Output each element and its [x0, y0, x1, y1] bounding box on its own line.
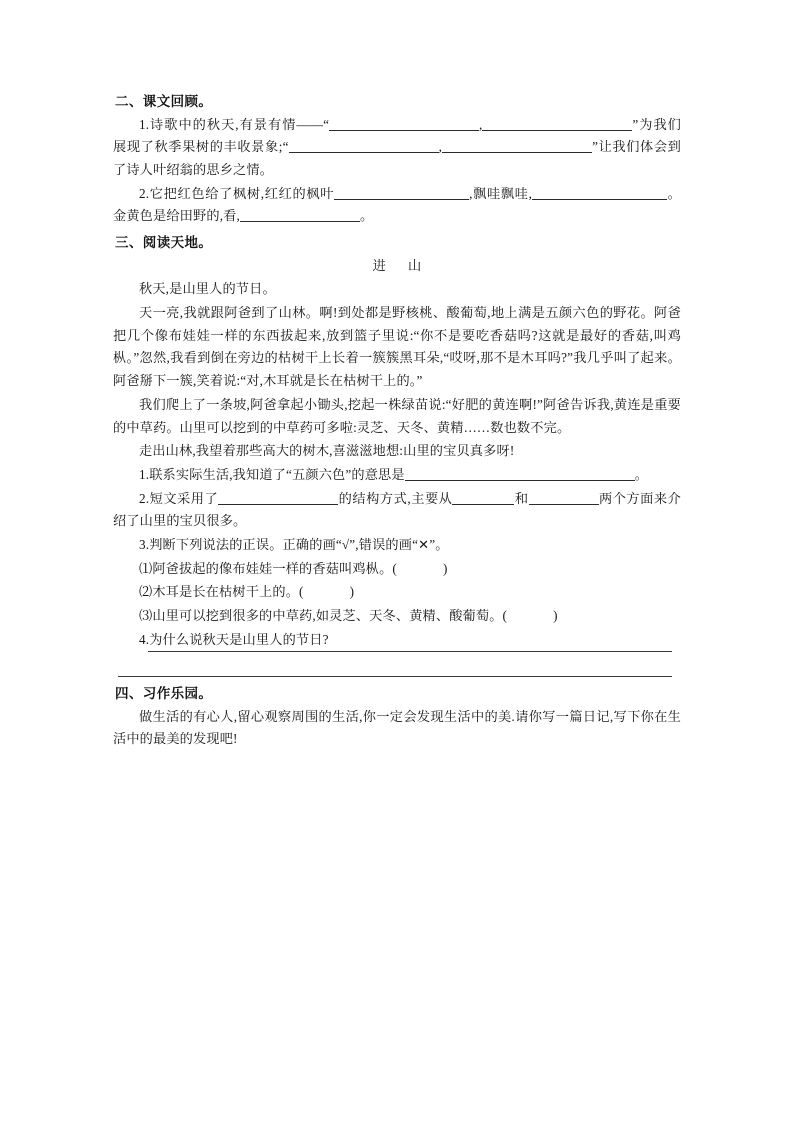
blank-field[interactable] [405, 467, 635, 481]
question-1-suffix: 。 [634, 466, 649, 482]
blank-field[interactable] [452, 491, 514, 505]
question-3-sub-item-1 [113, 558, 681, 581]
question-2-part-1: 2.短文采用了 [139, 490, 219, 506]
passage-paragraph-3: 我们爬上了一条坡,阿爸拿起小锄头,挖起一株绿苗说:“好肥的黄连啊!”阿爸告诉我,黄连是重要的中草药。山里可以挖到的中草药可多啦:灵芝、天冬、黄精……数也数不完。 [113, 396, 681, 435]
question-1-prefix: 1.联系实际生活,我知道了“五颜六色”的意思是 [139, 466, 405, 482]
sub-item-2-close: ) [349, 584, 355, 600]
blank-field[interactable] [240, 208, 360, 222]
section-heading-four: 四、习作乐园。 [115, 686, 213, 701]
blank-field[interactable] [329, 117, 479, 131]
sub-item-1-text: ⑴阿爸拔起的像布娃娃一样的香菇叫鸡枞。( [139, 560, 397, 576]
section-four [113, 684, 681, 751]
question-2-part-4: 两个方面来介绍了山里的宝贝很多。 [113, 490, 681, 529]
answer-line-2[interactable] [118, 676, 672, 677]
passage-paragraph-1: 秋天,是山里人的节日。 [139, 281, 276, 297]
question-2-part-2: 的结构方式,主要从 [338, 490, 453, 506]
passage-paragraph-4: 走出山林,我望着那些高大的树木,喜滋滋地想:山里的宝贝真多呀! [139, 443, 515, 459]
blank-field[interactable] [289, 139, 439, 153]
answer-line-1[interactable] [148, 651, 672, 652]
item-2-text-b: ,飘哇飘哇, [469, 185, 533, 201]
sub-item-3-text: ⑶山里可以挖到很多的中草药,如灵芝、天冬、黄精、酸葡萄。( [139, 608, 508, 624]
sub-item-2-text: ⑵木耳是长在枯树干上的。( [139, 584, 304, 600]
question-2-part-3: 和 [514, 490, 529, 506]
reading-question-1 [113, 464, 681, 487]
item-1-quote-open: “ [323, 116, 329, 132]
story-title-char-2: 山 [408, 257, 422, 273]
blank-field[interactable] [529, 491, 599, 505]
sub-item-1-close: ) [442, 560, 448, 576]
item-2-text-a: 2.它把红色给了枫树,红红的枫叶 [139, 185, 335, 201]
story-title [113, 255, 681, 278]
section-two-item-1 [113, 114, 681, 182]
story-title-char-1: 进 [372, 257, 386, 273]
reading-question-4: 4.为什么说秋天是山里人的节日? [139, 631, 329, 647]
worksheet-content [113, 92, 681, 653]
blank-field[interactable] [334, 186, 469, 200]
item-1-text-c: ”让我们体会到了诗人叶绍翁的思乡之情。 [113, 139, 682, 177]
blank-field[interactable] [482, 117, 632, 131]
reading-question-3: 3.判断下列说法的正误。正确的画“√”,错误的画“✕”。 [139, 537, 449, 553]
question-3-sub-item-2 [113, 581, 681, 604]
question-3-sub-item-3 [113, 605, 681, 628]
blank-field[interactable] [218, 491, 338, 505]
sub-item-3-close: ) [553, 608, 558, 624]
section-heading-three: 三、阅读天地。 [115, 235, 213, 251]
item-1-comma-a: , [478, 116, 483, 132]
section-heading-two: 二、课文回顾。 [115, 94, 213, 109]
blank-field[interactable] [532, 186, 667, 200]
item-2-text-d: 。 [359, 208, 374, 224]
blank-field[interactable] [442, 139, 592, 153]
section-two-item-2 [113, 183, 681, 228]
item-1-text-b: ”为我们展现了秋季果树的丰收景象;“ [113, 116, 682, 155]
section-four-prompt: 做生活的有心人,留心观察周围的生活,你一定会发现生活中的美.请你写一篇日记,写下你在生活中的最美的发现吧! [113, 708, 681, 747]
passage-paragraph-2: 天一亮,我就跟阿爸到了山林。啊!到处都是野核桃、酸葡萄,地上满是五颜六色的野花。阿爸把几个像布娃娃一样的东西拔起来,放到篮子里说:“你不是要吃香菇吗?这就是最好的香菇,叫鸡枞。”忽然,我看到倒在旁边的枯树干上长着一簇簇黑耳朵,“哎呀,那不是木耳吗?”我几乎叫了起来。阿爸掰下一簇,笑着说:“对,木耳就是长在枯树干上的。” [113, 305, 681, 389]
item-1-text-a: 1.诗歌中的秋天,有景有情—— [139, 116, 324, 132]
item-1-comma-b: , [438, 139, 443, 155]
reading-question-2 [113, 488, 681, 533]
item-2-text-c: 。金黄色是给田野的,看, [113, 185, 681, 224]
